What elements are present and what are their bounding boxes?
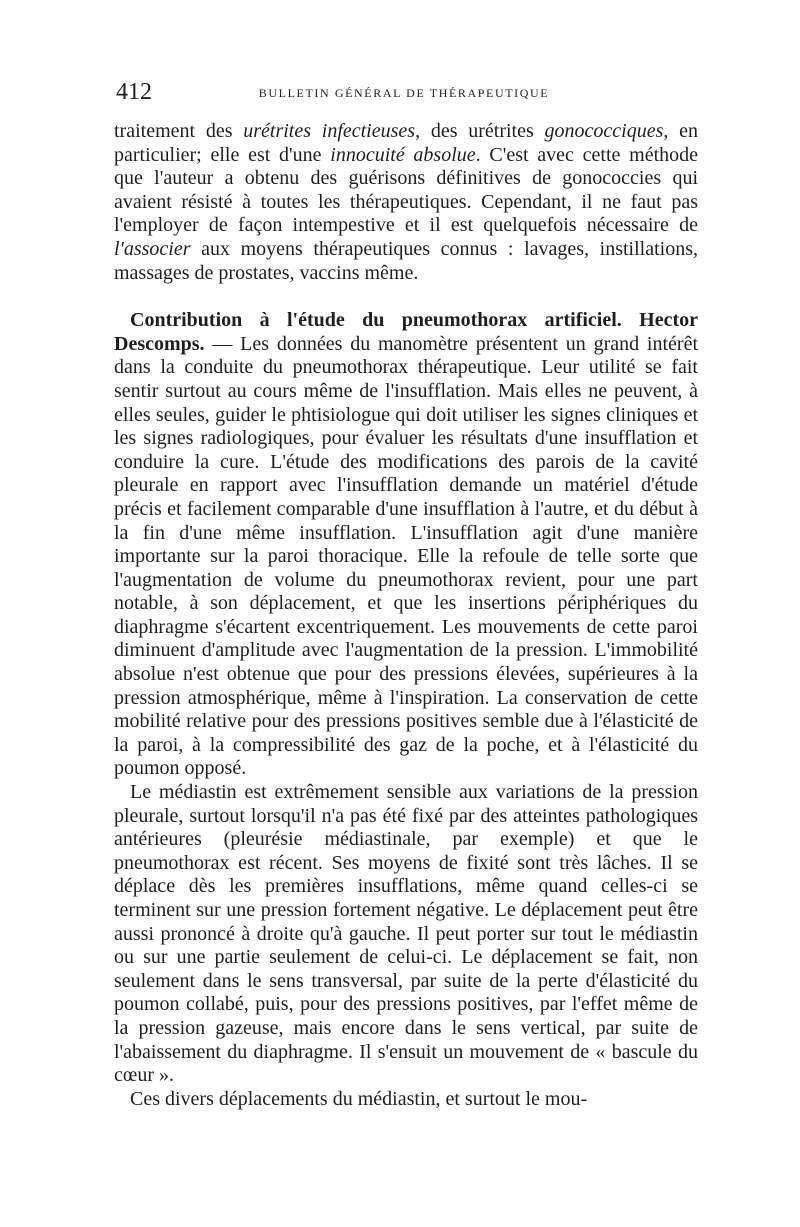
text-run: aux moyens thérapeutiques connus : lavages, instillations, massages de prostates, vaccins même.: [114, 237, 698, 284]
paragraph-deplacements: Ces divers déplacements du médiastin, et surtout le mou-: [130, 1087, 588, 1110]
text-run: , en particulier; elle est d'une: [114, 120, 698, 166]
text-run: traitement des: [114, 120, 244, 142]
running-title: BULLETIN GÉNÉRAL DE THÉRAPEUTIQUE: [258, 86, 550, 100]
paragraph-continuation: [114, 120, 698, 285]
page-number: 412: [116, 79, 152, 105]
paragraph-mediastin: Le médiastin est extrêmement sensible aux variations de la pression pleurale, surtout lorsqu'il n'a pas été fixé par des atteintes pathologiques antérieures (pleurésie médiastinale, par exemple) et que le pneumothorax est récent. Ses moyens de fixité sont très lâches. Il se déplace dès les premières insufflations, même quand celles-ci se terminent sur une pression fortement négative. Le déplacement peut être aussi prononcé à droite qu'à gauche. Il peut porter sur tout le médiastin ou sur une partie seulement de celui-ci. Le déplacement se fait, non seulement dans le sens transversal, par suite de la perte d'élasticité du poumon collabé, puis, pour des pressions positives, par l'effet même de la pression gazeuse, mais encore dans le sens vertical, par suite de l'abaissement du diaphragme. Il s'ensuit un mouvement de « bascule du cœur ».: [114, 781, 698, 1087]
article-body: — Les données du manomètre présentent un grand intérêt dans la conduite du pneumothorax thérapeutique. Leur utilité se fait sentir surtout au cours même de l'insufflation. Mais elles ne peuvent, à elles seules, guider le phtisiologue qui doit utiliser les signes cliniques et les signes radiologiques, pour évaluer les résultats d'une insufflation et conduire la cure. L'étude des modifications des parois de la cavité pleurale en rapport avec l'insufflation demande un matériel d'étude précis et facilement comparable d'une insufflation à l'autre, et du début à la fin d'une même insufflation. L'insufflation agit d'une manière importante sur la paroi thoracique. Elle la refoule de telle sorte que l'augmentation de volume du pneumothorax revient, pour une part notable, à son déplacement, et que les insertions périphériques du diaphragme s'écartent excentriquement. Les mouvements de cette paroi diminuent d'amplitude avec l'augmentation de la pression. L'immobilité absolue n'est obtenue que pour des pressions élevées, supérieures à la pression atmosphérique, même à l'inspiration. La conservation de cette mobilité relative pour des pressions positives semble due à l'élasticité de la paroi, à la compressibilité des gaz de la poche, et à l'élasticité du poumon opposé.: [114, 332, 698, 780]
body-text: [114, 120, 698, 1111]
article-paragraph: [114, 309, 698, 781]
text-run: , des urétrites: [415, 120, 545, 142]
italic-term: urétrites infectieuses: [243, 120, 416, 142]
article-title: Contribution à l'étude du pneumothorax artificiel. Hector Descomps.: [114, 309, 698, 355]
running-head: [110, 80, 698, 104]
italic-term: gonococciques: [544, 120, 664, 142]
text-run: . C'est avec cette méthode que l'auteur a obtenu des guérisons définitives de gonococcies qui avaient résisté à toutes les thérapeutiques. Cependant, il ne faut pas l'employer de façon intempestive et il est quelquefois nécessaire de: [114, 143, 699, 237]
italic-term: l'associer: [114, 237, 191, 260]
italic-term: innocuité absolue: [330, 143, 476, 166]
